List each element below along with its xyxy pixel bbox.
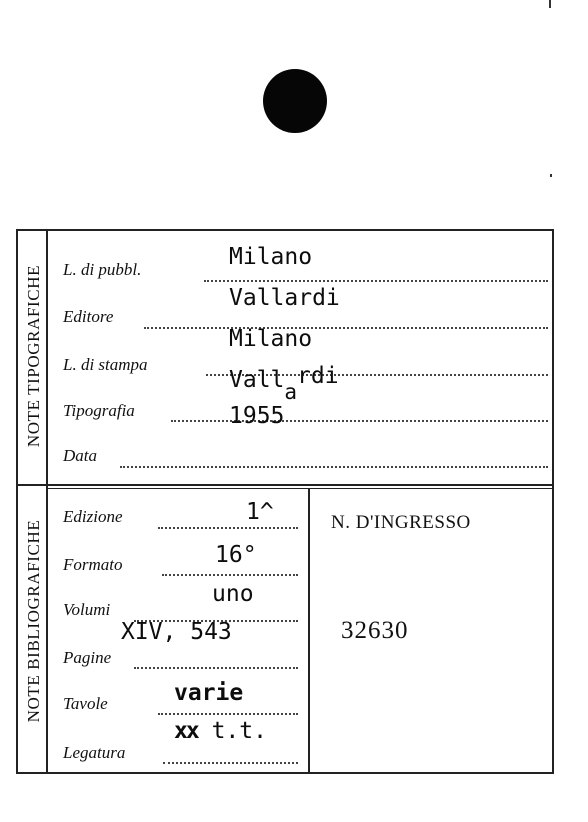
value-tipografia-main: Vall bbox=[229, 367, 285, 393]
label-tipografia: Tipografia bbox=[63, 401, 135, 420]
scan-speck bbox=[549, 0, 551, 8]
value-tavole: varie bbox=[174, 680, 244, 706]
dotted-line bbox=[204, 280, 548, 282]
catalog-card bbox=[16, 229, 554, 774]
value-editore: Vallardi bbox=[229, 285, 340, 311]
value-tipografia-sub: a bbox=[284, 380, 298, 404]
dotted-line bbox=[120, 466, 548, 468]
ingresso-number: 32630 bbox=[341, 617, 409, 644]
section-title-bibliografiche: NOTE BIBLIOGRAFICHE bbox=[24, 519, 43, 723]
ingresso-label: N. D'INGRESSO bbox=[331, 512, 471, 533]
value-data: 1955 bbox=[229, 403, 285, 429]
value-legatura-struck: xx bbox=[174, 718, 198, 744]
label-edizione: Edizione bbox=[63, 507, 123, 526]
ingresso-column-border bbox=[308, 488, 310, 772]
label-luogo-pubblicazione: L. di pubbl. bbox=[63, 260, 142, 279]
label-volumi: Volumi bbox=[63, 600, 111, 619]
value-volumi: uno bbox=[212, 581, 254, 607]
punch-hole bbox=[263, 69, 327, 133]
value-legatura-main: t.t. bbox=[211, 718, 267, 744]
value-legatura bbox=[174, 718, 267, 744]
label-pagine: Pagine bbox=[63, 648, 112, 667]
scan-speck bbox=[550, 174, 552, 177]
value-luogo-stampa: Milano bbox=[229, 326, 313, 352]
label-luogo-stampa: L. di stampa bbox=[63, 355, 148, 374]
section-divider bbox=[18, 484, 552, 486]
dotted-line bbox=[158, 527, 298, 529]
dotted-line bbox=[171, 420, 548, 422]
label-formato: Formato bbox=[63, 555, 123, 574]
value-luogo-pubblicazione: Milano bbox=[229, 244, 313, 270]
dotted-line bbox=[134, 667, 298, 669]
dotted-line bbox=[162, 574, 298, 576]
title-column-border bbox=[46, 231, 48, 772]
section-divider-inner bbox=[46, 488, 552, 489]
label-editore: Editore bbox=[63, 307, 114, 326]
value-tipografia bbox=[229, 363, 339, 404]
dotted-line bbox=[144, 327, 548, 329]
label-legatura: Legatura bbox=[63, 743, 126, 762]
value-tipografia-end: rdi bbox=[297, 363, 339, 389]
label-data: Data bbox=[63, 446, 97, 465]
label-tavole: Tavole bbox=[63, 694, 108, 713]
dotted-line bbox=[158, 713, 298, 715]
value-pagine: XIV, 543 bbox=[121, 619, 232, 645]
dotted-line bbox=[163, 762, 298, 764]
section-title-tipografiche: NOTE TIPOGRAFICHE bbox=[24, 264, 43, 448]
value-edizione: 1^ bbox=[246, 499, 274, 525]
value-formato: 16° bbox=[215, 542, 257, 568]
